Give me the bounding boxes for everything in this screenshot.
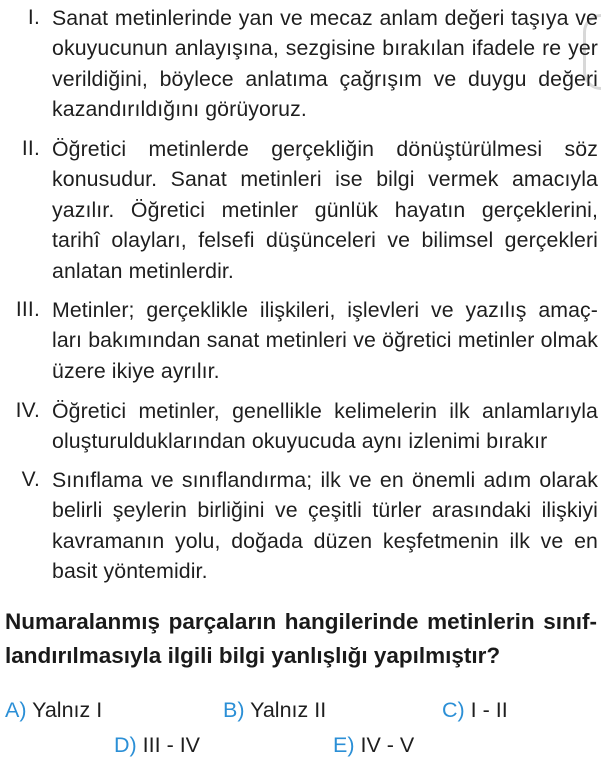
- option-text: III - IV: [142, 733, 201, 757]
- option-letter: D): [114, 733, 137, 757]
- statement-numeral: I.: [27, 6, 40, 29]
- statement-text: Sanat metinlerinde yan ve mecaz anlam değeri taşıya ve okuyucunun anlayışına, sezgisine bırakılan ifadele re yer verildiğini, böylece anlatıma çağrışım ve duygu değeri kazandırıldığını görüyoruz.: [52, 6, 598, 122]
- statement-numeral: IV.: [15, 399, 40, 422]
- option-text: I - II: [470, 698, 508, 722]
- statement-numeral: III.: [15, 298, 40, 321]
- option-letter: C): [442, 698, 465, 722]
- option-letter: E): [333, 733, 355, 757]
- option-c[interactable]: [442, 696, 508, 724]
- option-a[interactable]: [5, 696, 102, 724]
- option-text: Yalnız I: [32, 698, 103, 722]
- statement-text: Öğretici metinler, genellikle kelimelerin ilk anlamlarıyla oluşturulduklarından okuyucuda aynı izlenimi bırakır: [52, 399, 598, 454]
- question-text: Numaralanmış parçaların hangilerinde metinlerin sınıf- landırılmasıyla ilgili bilgi yanlışlığı yapılmıştır?: [5, 609, 597, 668]
- statement-text: Öğretici metinlerde gerçekliğin dönüştürülmesi söz konusudur. Sanat metinleri ise bilgi vermek amacıyla yazılır. Öğretici metinler günlük hayatın gerçeklerini, tarihî olayları, felsefi düşünceleri ve bilimsel gerçekleri anlatan metinlerdir.: [52, 137, 598, 283]
- option-text: Yalnız II: [250, 698, 327, 722]
- statement-numeral: V.: [21, 468, 40, 491]
- statement-text: Metinler; gerçeklikle ilişkileri, işlevleri ve yazılış amaç- ları bakımından sanat metinleri ve öğretici metinler olmak üzere ikiye ayrılır.: [52, 298, 598, 383]
- option-letter: B): [223, 698, 245, 722]
- statement-numeral: II.: [21, 137, 40, 160]
- option-letter: A): [5, 698, 27, 722]
- statement-text: Sınıflama ve sınıflandırma; ilk ve en önemli adım olarak belirli şeylerin birliğini ve çeşitli türler arasındaki ilişkiyi kavramanın yolu, doğada düzen keşfetmenin ilk ve en basit yöntemidir.: [52, 468, 598, 584]
- option-text: IV - V: [360, 733, 415, 757]
- option-b[interactable]: [223, 696, 326, 724]
